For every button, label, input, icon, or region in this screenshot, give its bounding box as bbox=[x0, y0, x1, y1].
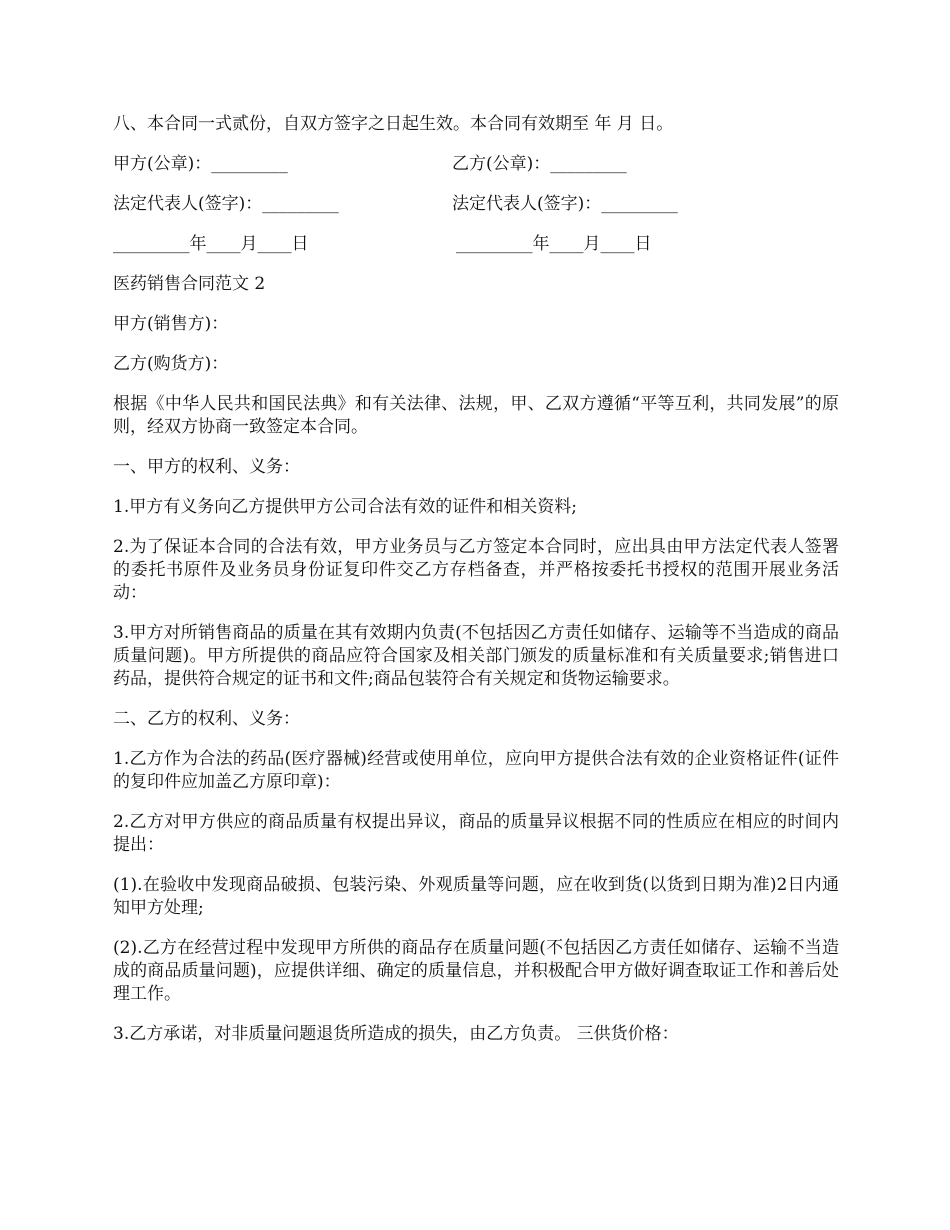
party-a-seal-field: 甲方(公章)：_________ bbox=[113, 154, 288, 174]
date-row bbox=[113, 233, 839, 256]
section-2-item-2: 2.乙方对甲方供应的商品质量有权提出异议，商品的质量异议根据不同的性质应在相应的时间内提出： bbox=[113, 812, 839, 855]
party-b-seal-field: 乙方(公章)：_________ bbox=[452, 154, 627, 174]
section-2-item-2-1: (1).在验收中发现商品破损、包装污染、外观质量等问题，应在收到货(以货到日期为准)2日内通知甲方处理; bbox=[113, 875, 839, 918]
section-1-item-3: 3.甲方对所销售商品的质量在其有效期内负责(不包括因乙方责任如储存、运输等不当造成的商品质量问题)。甲方所提供的商品应符合国家及相关部门颁发的质量标准和有关质量要求;销售进口药品，提供符合规定的证书和文件;商品包装符合有关规定和货物运输要求。 bbox=[113, 623, 839, 689]
section-2-heading: 二、乙方的权利、义务： bbox=[113, 709, 300, 729]
document-body bbox=[113, 113, 839, 1063]
section-2-item-2-2: (2).乙方在经营过程中发现甲方所供的商品存在质量问题(不包括因乙方责任如储存、运输不当造成的商品质量问题)，应提供详细、确定的质量信息，并积极配合甲方做好调查取证工作和善后处理工作。 bbox=[113, 938, 839, 1004]
preamble-paragraph: 根据《中华人民共和国民法典》和有关法律、法规，甲、乙双方遵循“平等互利，共同发展”的原则，经双方协商一致签定本合同。 bbox=[113, 394, 839, 437]
contract-2-title: 医药销售合同范文 2 bbox=[113, 274, 266, 294]
section-2-item-1: 1.乙方作为合法的药品(医疗器械)经营或使用单位，应向甲方提供合法有效的企业资格证件(证件的复印件应加盖乙方原印章)： bbox=[113, 749, 839, 792]
party-b-line: 乙方(购货方)： bbox=[113, 354, 229, 374]
party-b-date-field: _________年____月____日 bbox=[456, 234, 652, 254]
section-1-heading: 一、甲方的权利、义务： bbox=[113, 457, 300, 477]
party-b-representative-field: 法定代表人(签字)：_________ bbox=[452, 194, 678, 214]
clause-8-paragraph: 八、本合同一式贰份，自双方签字之日起生效。本合同有效期至 年 月 日。 bbox=[113, 114, 674, 134]
party-a-date-field: _________年____月____日 bbox=[113, 234, 309, 254]
section-1-item-1: 1.甲方有义务向乙方提供甲方公司合法有效的证件和相关资料; bbox=[113, 497, 577, 517]
party-a-line: 甲方(销售方)： bbox=[113, 314, 229, 334]
seal-row bbox=[113, 153, 839, 176]
representative-row bbox=[113, 193, 839, 216]
party-a-representative-field: 法定代表人(签字)：_________ bbox=[113, 194, 339, 214]
section-1-item-2: 2.为了保证本合同的合法有效，甲方业务员与乙方签定本合同时，应出具由甲方法定代表人签署的委托书原件及业务员身份证复印件交乙方存档备查，并严格按委托书授权的范围开展业务活动： bbox=[113, 537, 839, 603]
section-2-item-3: 3.乙方承诺，对非质量问题退货所造成的损失，由乙方负责。 三供货价格： bbox=[113, 1024, 679, 1044]
